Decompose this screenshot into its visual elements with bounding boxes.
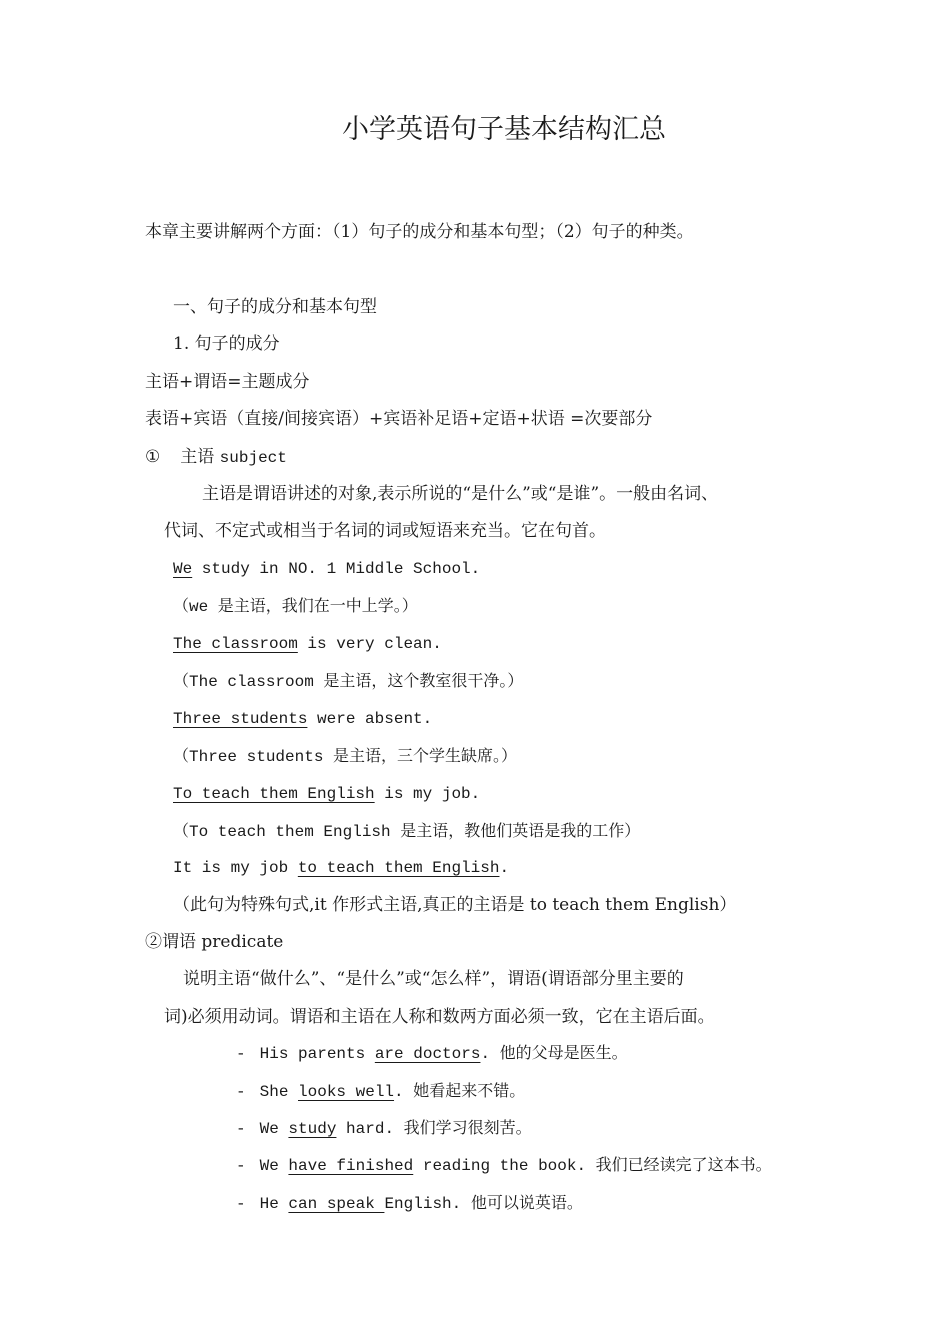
intro-paragraph: 本章主要讲解两个方面：（1）句子的成分和基本句型；（2）句子的种类。 [145,222,694,242]
section-heading: 一、句子的成分和基本句型 [173,297,377,317]
subject-example-1-note: （we 是主语，我们在一中上学。） [173,598,418,616]
example-underlined-predicate: are doctors [374,1045,481,1063]
example-underlined-predicate: have finished [288,1157,414,1175]
subject-example-1: We study in NO. 1 Middle School. [173,560,481,578]
subject-example-5: It is my job to teach them English. [173,859,510,877]
example-underlined-predicate: study [288,1120,337,1138]
predicate-example: - His parents are doctors. 他的父母是医生。 [236,1045,628,1063]
subsection-heading: 1. 句子的成分 [173,334,280,354]
subject-example-3: Three students were absent. [173,710,433,728]
example-underlined-subject: To teach them English [173,785,375,803]
subject-description-line-1: 主语是谓语讲述的对象,表示所说的“是什么”或“是谁”。一般由名词、 [202,484,719,504]
example-underlined-predicate: can speak [288,1195,385,1213]
predicate-example: - We have finished reading the book. 我们已经读完了这本书。 [236,1157,772,1175]
predicate-example: - He can speak English. 他可以说英语。 [236,1195,583,1213]
main-parts-line: 主语+谓语=主题成分 [145,372,310,392]
secondary-parts-line: 表语+宾语（直接/间接宾语）+宾语补足语+定语+状语 =次要部分 [145,409,653,429]
example-underlined-subject: We [173,560,193,578]
subject-example-4: To teach them English is my job. [173,785,481,803]
example-underlined-subject: to teach them English [297,859,500,877]
subject-heading-en: subject [219,449,287,467]
subject-example-2-note: （The classroom 是主语，这个教室很干净。） [173,673,524,691]
subject-marker: ① [145,447,161,467]
subject-example-3-note: （Three students 是主语，三个学生缺席。） [173,748,518,766]
predicate-heading: ②谓语 predicate [145,932,284,952]
page-title: 小学英语句子基本结构汇总 [342,114,666,145]
subject-example-2: The classroom is very clean. [173,635,442,653]
example-underlined-subject: Three students [173,710,308,728]
predicate-example: - We study hard. 我们学习很刻苦。 [236,1120,532,1138]
subject-heading [145,446,287,469]
predicate-description-line-2: 词)必须用动词。谓语和主语在人称和数两方面必须一致，它在主语后面。 [164,1007,715,1027]
predicate-example: - She looks well. 她看起来不错。 [236,1083,526,1101]
subject-heading-cn: 主语 [180,447,215,467]
subject-example-4-note: （To teach them English 是主语，教他们英语是我的工作） [173,823,641,841]
predicate-description-line-1: 说明主语“做什么”、“是什么”或“怎么样”，谓语(谓语部分里主要的 [183,969,684,989]
subject-description-line-2: 代词、不定式或相当于名词的词或短语来充当。它在句首。 [164,521,606,541]
subject-example-5-note: （此句为特殊句式,it 作形式主语,真正的主语是 to teach them English） [173,895,737,915]
example-underlined-subject: The classroom [173,635,298,653]
example-underlined-predicate: looks well [298,1083,395,1101]
